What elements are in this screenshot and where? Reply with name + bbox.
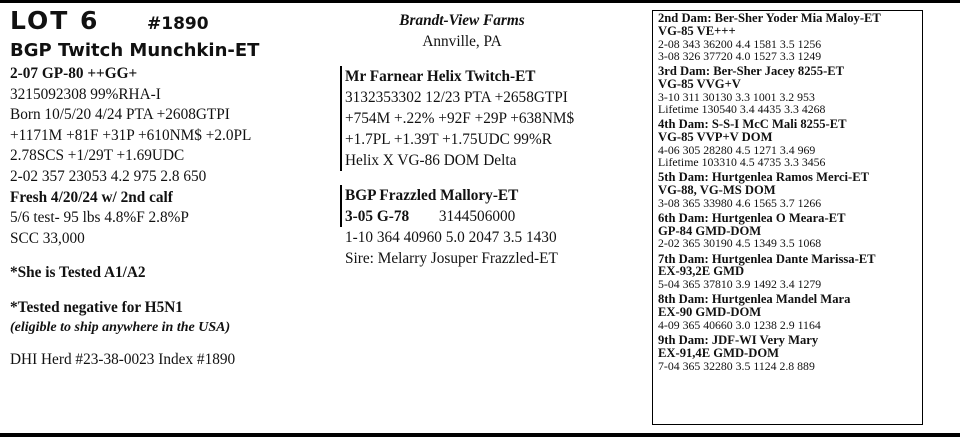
pedigree-dam	[658, 118, 917, 168]
dam-title: 3rd Dam: Ber-Sher Jacey 8255-ET	[658, 64, 845, 78]
a2-note: *She is Tested A1/A2	[10, 264, 146, 282]
pedigree-dam	[658, 171, 917, 209]
dam-classification: VG-85 VVP+V DOM	[658, 129, 773, 144]
dam-class-row	[345, 206, 630, 227]
sire-info-line: Helix X VG-86 DOM Delta	[345, 152, 517, 169]
lot-details	[10, 6, 340, 370]
dam-title: 6th Dam: Hurtgenlea O Meara-ET	[658, 210, 846, 225]
farm-and-parents	[340, 10, 630, 269]
dam-record-line: 3-10 311 30130 3.3 1001 3.2 953	[658, 89, 815, 104]
cow-name: BGP Twitch Munchkin-ET	[10, 40, 260, 61]
fresh-date: Fresh 4/20/24 w/ 2nd calf	[10, 188, 173, 206]
dam-name: BGP Frazzled Mallory-ET	[345, 187, 519, 204]
dam-block	[340, 185, 630, 227]
dam-title: 7th Dam: Hurtgenlea Dante Marissa-ET	[658, 251, 876, 266]
dam-title: 8th Dam: Hurtgenlea Mandel Mara	[658, 292, 851, 307]
cow-info-line: +1171M +81F +31P +610NM$ +2.0PL	[10, 126, 252, 144]
dam-classification: EX-91,4E GMD-DOM	[658, 345, 780, 360]
dam-classification: VG-85 VE+++	[658, 23, 736, 38]
dam-record: 1-10 364 40960 5.0 2047 3.5 1430	[345, 229, 557, 246]
dam-record-line: 5-04 365 37810 3.9 1492 3.4 1279	[658, 277, 822, 292]
dam-title: 5th Dam: Hurtgenlea Ramos Merci-ET	[658, 170, 870, 184]
dam-record-line: 3-08 326 37720 4.0 1527 3.3 1249	[658, 48, 822, 63]
sire-info-line: 3132353302 12/23 PTA +2658GTPI	[345, 89, 568, 106]
dam-title: 9th Dam: JDF-WI Very Mary	[658, 333, 819, 348]
pedigree-dam	[658, 293, 917, 331]
dam-record-line: 7-04 365 32280 3.5 1124 2.8 889	[658, 358, 815, 373]
test-line: SCC 33,000	[10, 229, 85, 247]
sire-info-line: +1.7PL +1.39T +1.75UDC 99%R	[345, 131, 552, 148]
pedigree-dam	[658, 334, 917, 372]
dam-classification: VG-85 VVG+V	[658, 76, 741, 91]
lot-heading	[10, 6, 340, 40]
sire-name: Mr Farnear Helix Twitch-ET	[345, 68, 536, 85]
sire-block	[340, 66, 630, 171]
dam-title: 2nd Dam: Ber-Sher Yoder Mia Maloy-ET	[658, 11, 881, 25]
dam-classification: EX-90 GMD-DOM	[658, 305, 762, 320]
cow-info-line: Born 10/5/20 4/24 PTA +2608GTPI	[10, 106, 230, 124]
bottom-rule	[0, 433, 960, 437]
lot-label: LOT 6	[10, 6, 100, 35]
pedigree-box	[652, 10, 923, 425]
dam-record-line: 4-06 305 28280 4.5 1271 3.4 969	[658, 142, 816, 157]
dam-classification: VG-88, VG-MS DOM	[658, 182, 776, 197]
dam-sire: Sire: Melarry Josuper Frazzled-ET	[345, 250, 558, 267]
dam-classification: GP-84 GMD-DOM	[658, 223, 762, 238]
dam-record-line: 2-02 365 30190 4.5 1349 3.5 1068	[658, 236, 822, 251]
farm-name: Brandt-View Farms	[399, 12, 525, 29]
cow-info-line: 2-02 357 23053 4.2 975 2.8 650	[10, 167, 207, 185]
dam-record-line: Lifetime 130540 3.4 4435 3.3 4268	[658, 101, 826, 116]
dhi-info: DHI Herd #23-38-0023 Index #1890	[10, 350, 236, 368]
cow-info-line: 2.78SCS +1/29T +1.69UDC	[10, 147, 185, 165]
dam-record-line: 3-08 365 33980 4.6 1565 3.7 1266	[658, 195, 822, 210]
cow-classification: 2-07 GP-80 ++GG+	[10, 65, 138, 82]
sire-info-line: +754M +.22% +92F +29P +638NM$	[345, 110, 575, 127]
dam-classification: EX-93,2E GMD	[658, 264, 745, 279]
pedigree-dam	[658, 12, 917, 62]
pedigree-dam	[658, 212, 917, 250]
dam-record-line: 4-09 365 40660 3.0 1238 2.9 1164	[658, 317, 821, 332]
dam-id: 3144506000	[438, 208, 516, 225]
top-rule	[0, 0, 960, 3]
ship-note: (eligible to ship anywhere in the USA)	[10, 319, 231, 335]
pedigree-dam	[658, 65, 917, 115]
pedigree-dam	[658, 253, 917, 291]
farm-location: Annville, PA	[422, 33, 502, 50]
dam-title: 4th Dam: S-S-I McC Mali 8255-ET	[658, 117, 847, 131]
dam-record-line: Lifetime 103310 4.5 4735 3.3 3456	[658, 154, 826, 169]
test-line: 5/6 test- 95 lbs 4.8%F 2.8%P	[10, 209, 189, 227]
cow-info-line: 3215092308 99%RHA-I	[10, 85, 161, 103]
dam-class: 3-05 G-78	[345, 208, 410, 225]
lot-number: #1890	[147, 14, 209, 34]
h5n1-note: *Tested negative for H5N1	[10, 298, 183, 316]
dam-record-line: 2-08 343 36200 4.4 1581 3.5 1256	[658, 36, 822, 51]
